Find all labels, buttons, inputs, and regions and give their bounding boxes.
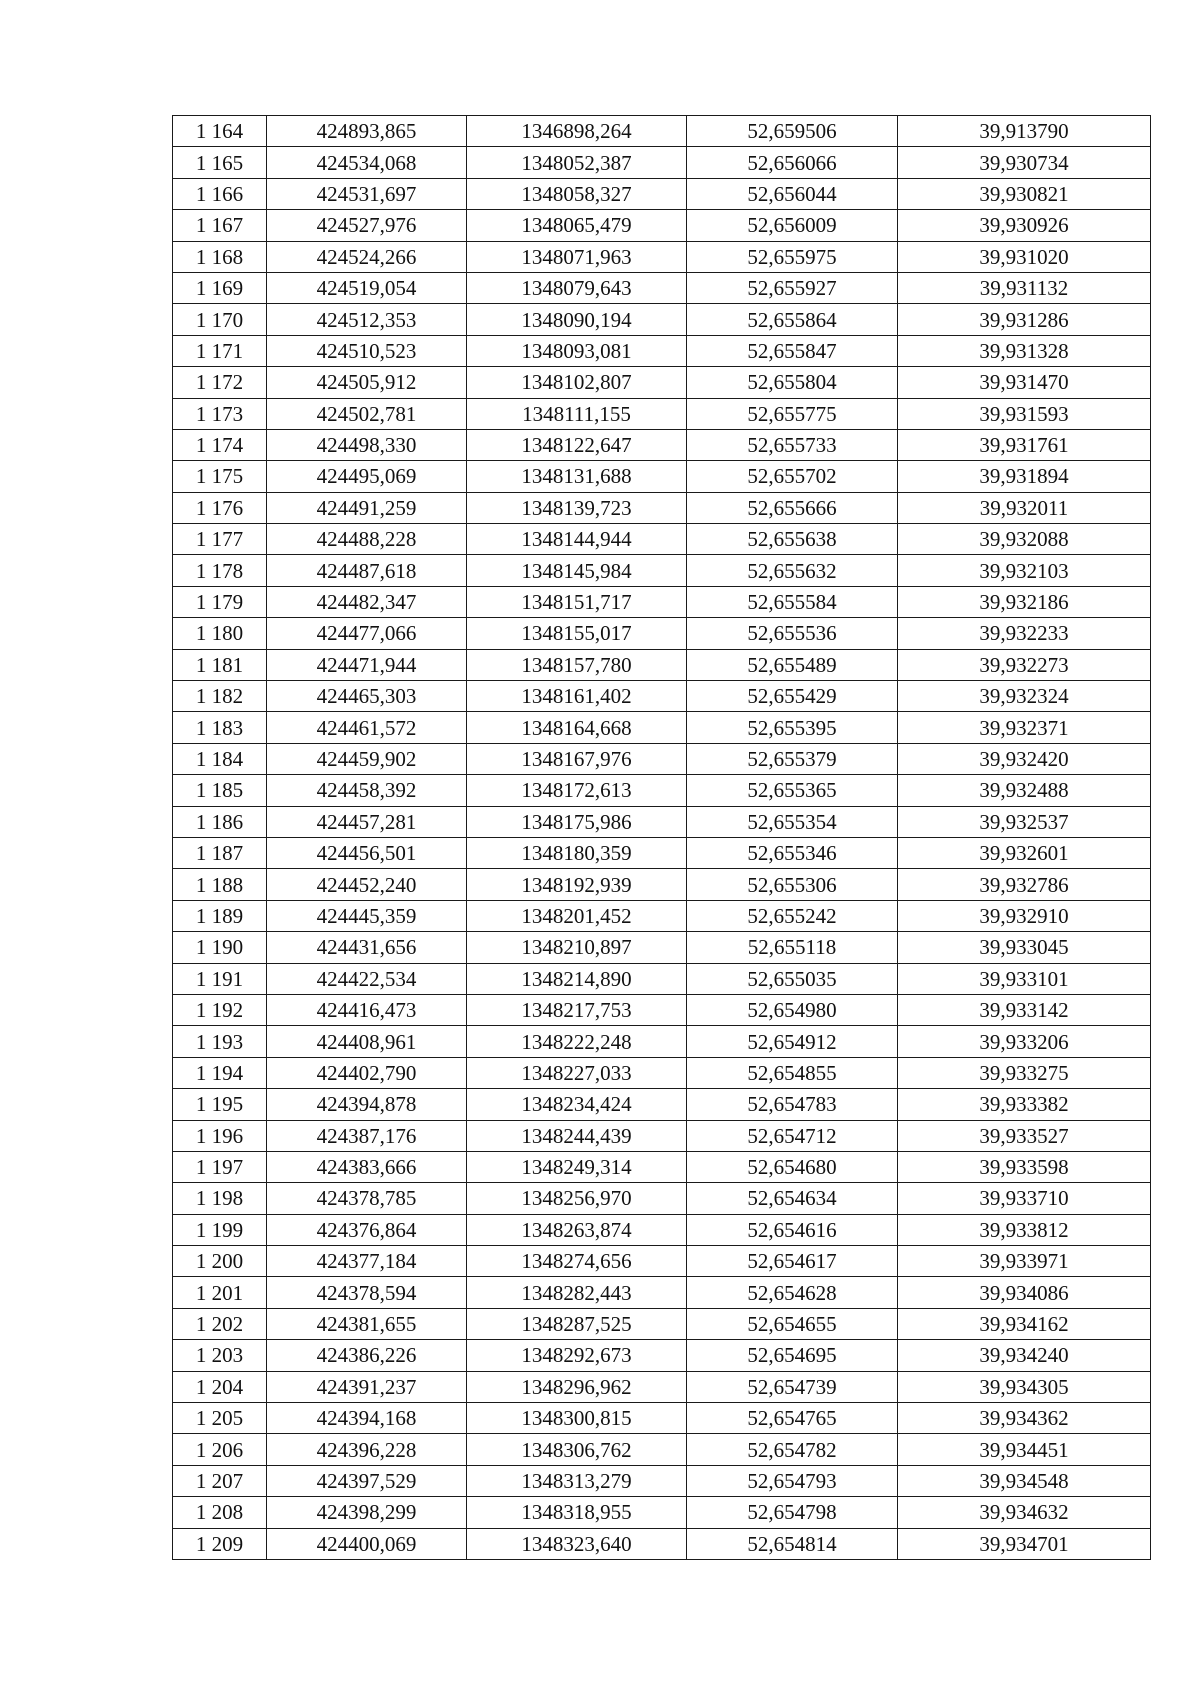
table-row — [173, 1434, 1151, 1465]
point-number-cell: 1 189 — [173, 900, 267, 931]
point-number-cell: 1 178 — [173, 555, 267, 586]
x-coordinate-cell: 424431,656 — [267, 932, 467, 963]
longitude-cell: 39,934240 — [898, 1340, 1151, 1371]
table-row — [173, 1246, 1151, 1277]
y-coordinate-cell: 1348274,656 — [467, 1246, 687, 1277]
y-coordinate-cell: 1348192,939 — [467, 869, 687, 900]
latitude-cell: 52,654617 — [687, 1246, 898, 1277]
longitude-cell: 39,933142 — [898, 994, 1151, 1025]
x-coordinate-cell: 424491,259 — [267, 492, 467, 523]
x-coordinate-cell: 424394,168 — [267, 1403, 467, 1434]
table-row — [173, 1026, 1151, 1057]
x-coordinate-cell: 424527,976 — [267, 210, 467, 241]
table-row — [173, 1528, 1151, 1559]
longitude-cell: 39,933206 — [898, 1026, 1151, 1057]
table-row — [173, 1214, 1151, 1245]
point-number-cell: 1 190 — [173, 932, 267, 963]
y-coordinate-cell: 1346898,264 — [467, 116, 687, 147]
table-row — [173, 1497, 1151, 1528]
table-row — [173, 304, 1151, 335]
latitude-cell: 52,654980 — [687, 994, 898, 1025]
longitude-cell: 39,934632 — [898, 1497, 1151, 1528]
point-number-cell: 1 194 — [173, 1057, 267, 1088]
y-coordinate-cell: 1348287,525 — [467, 1308, 687, 1339]
longitude-cell: 39,932088 — [898, 524, 1151, 555]
x-coordinate-cell: 424893,865 — [267, 116, 467, 147]
latitude-cell: 52,655346 — [687, 837, 898, 868]
latitude-cell: 52,655702 — [687, 461, 898, 492]
x-coordinate-cell: 424422,534 — [267, 963, 467, 994]
x-coordinate-cell: 424505,912 — [267, 367, 467, 398]
point-number-cell: 1 175 — [173, 461, 267, 492]
latitude-cell: 52,655489 — [687, 649, 898, 680]
longitude-cell: 39,934305 — [898, 1371, 1151, 1402]
table-row — [173, 1340, 1151, 1371]
longitude-cell: 39,932420 — [898, 743, 1151, 774]
x-coordinate-cell: 424377,184 — [267, 1246, 467, 1277]
table-row — [173, 1120, 1151, 1151]
point-number-cell: 1 181 — [173, 649, 267, 680]
longitude-cell: 39,931593 — [898, 398, 1151, 429]
point-number-cell: 1 196 — [173, 1120, 267, 1151]
longitude-cell: 39,931132 — [898, 272, 1151, 303]
table-row — [173, 994, 1151, 1025]
point-number-cell: 1 208 — [173, 1497, 267, 1528]
y-coordinate-cell: 1348222,248 — [467, 1026, 687, 1057]
latitude-cell: 52,654765 — [687, 1403, 898, 1434]
longitude-cell: 39,931470 — [898, 367, 1151, 398]
longitude-cell: 39,933275 — [898, 1057, 1151, 1088]
table-row — [173, 618, 1151, 649]
latitude-cell: 52,659506 — [687, 116, 898, 147]
table-row — [173, 900, 1151, 931]
table-row — [173, 681, 1151, 712]
x-coordinate-cell: 424459,902 — [267, 743, 467, 774]
longitude-cell: 39,934362 — [898, 1403, 1151, 1434]
y-coordinate-cell: 1348306,762 — [467, 1434, 687, 1465]
x-coordinate-cell: 424398,299 — [267, 1497, 467, 1528]
x-coordinate-cell: 424452,240 — [267, 869, 467, 900]
table-row — [173, 492, 1151, 523]
y-coordinate-cell: 1348151,717 — [467, 586, 687, 617]
y-coordinate-cell: 1348161,402 — [467, 681, 687, 712]
longitude-cell: 39,932910 — [898, 900, 1151, 931]
x-coordinate-cell: 424383,666 — [267, 1151, 467, 1182]
table-row — [173, 461, 1151, 492]
longitude-cell: 39,931328 — [898, 335, 1151, 366]
y-coordinate-cell: 1348079,643 — [467, 272, 687, 303]
x-coordinate-cell: 424495,069 — [267, 461, 467, 492]
longitude-cell: 39,930926 — [898, 210, 1151, 241]
point-number-cell: 1 203 — [173, 1340, 267, 1371]
x-coordinate-cell: 424378,594 — [267, 1277, 467, 1308]
table-row — [173, 398, 1151, 429]
coordinates-table-body — [173, 116, 1151, 1560]
table-row — [173, 335, 1151, 366]
x-coordinate-cell: 424510,523 — [267, 335, 467, 366]
x-coordinate-cell: 424461,572 — [267, 712, 467, 743]
x-coordinate-cell: 424482,347 — [267, 586, 467, 617]
x-coordinate-cell: 424400,069 — [267, 1528, 467, 1559]
longitude-cell: 39,933101 — [898, 963, 1151, 994]
latitude-cell: 52,655365 — [687, 775, 898, 806]
table-row — [173, 367, 1151, 398]
point-number-cell: 1 197 — [173, 1151, 267, 1182]
y-coordinate-cell: 1348071,963 — [467, 241, 687, 272]
table-row — [173, 1089, 1151, 1120]
point-number-cell: 1 170 — [173, 304, 267, 335]
x-coordinate-cell: 424512,353 — [267, 304, 467, 335]
table-row — [173, 775, 1151, 806]
x-coordinate-cell: 424488,228 — [267, 524, 467, 555]
longitude-cell: 39,933710 — [898, 1183, 1151, 1214]
point-number-cell: 1 188 — [173, 869, 267, 900]
latitude-cell: 52,655379 — [687, 743, 898, 774]
x-coordinate-cell: 424457,281 — [267, 806, 467, 837]
table-row — [173, 116, 1151, 147]
y-coordinate-cell: 1348164,668 — [467, 712, 687, 743]
longitude-cell: 39,934548 — [898, 1465, 1151, 1496]
latitude-cell: 52,654912 — [687, 1026, 898, 1057]
point-number-cell: 1 172 — [173, 367, 267, 398]
x-coordinate-cell: 424378,785 — [267, 1183, 467, 1214]
y-coordinate-cell: 1348256,970 — [467, 1183, 687, 1214]
x-coordinate-cell: 424456,501 — [267, 837, 467, 868]
x-coordinate-cell: 424524,266 — [267, 241, 467, 272]
table-row — [173, 1308, 1151, 1339]
longitude-cell: 39,913790 — [898, 116, 1151, 147]
point-number-cell: 1 182 — [173, 681, 267, 712]
y-coordinate-cell: 1348131,688 — [467, 461, 687, 492]
latitude-cell: 52,655429 — [687, 681, 898, 712]
y-coordinate-cell: 1348145,984 — [467, 555, 687, 586]
y-coordinate-cell: 1348201,452 — [467, 900, 687, 931]
x-coordinate-cell: 424376,864 — [267, 1214, 467, 1245]
table-row — [173, 241, 1151, 272]
table-row — [173, 963, 1151, 994]
table-row — [173, 210, 1151, 241]
longitude-cell: 39,931894 — [898, 461, 1151, 492]
x-coordinate-cell: 424397,529 — [267, 1465, 467, 1496]
latitude-cell: 52,655242 — [687, 900, 898, 931]
latitude-cell: 52,655847 — [687, 335, 898, 366]
point-number-cell: 1 176 — [173, 492, 267, 523]
latitude-cell: 52,654782 — [687, 1434, 898, 1465]
table-row — [173, 1183, 1151, 1214]
y-coordinate-cell: 1348227,033 — [467, 1057, 687, 1088]
table-row — [173, 837, 1151, 868]
latitude-cell: 52,655638 — [687, 524, 898, 555]
table-row — [173, 586, 1151, 617]
y-coordinate-cell: 1348144,944 — [467, 524, 687, 555]
point-number-cell: 1 192 — [173, 994, 267, 1025]
longitude-cell: 39,932103 — [898, 555, 1151, 586]
y-coordinate-cell: 1348111,155 — [467, 398, 687, 429]
table-row — [173, 555, 1151, 586]
point-number-cell: 1 193 — [173, 1026, 267, 1057]
latitude-cell: 52,654634 — [687, 1183, 898, 1214]
table-row — [173, 272, 1151, 303]
table-row — [173, 178, 1151, 209]
longitude-cell: 39,932601 — [898, 837, 1151, 868]
point-number-cell: 1 164 — [173, 116, 267, 147]
latitude-cell: 52,656066 — [687, 147, 898, 178]
y-coordinate-cell: 1348244,439 — [467, 1120, 687, 1151]
latitude-cell: 52,654628 — [687, 1277, 898, 1308]
latitude-cell: 52,654855 — [687, 1057, 898, 1088]
longitude-cell: 39,933382 — [898, 1089, 1151, 1120]
y-coordinate-cell: 1348155,017 — [467, 618, 687, 649]
longitude-cell: 39,932371 — [898, 712, 1151, 743]
latitude-cell: 52,655536 — [687, 618, 898, 649]
latitude-cell: 52,654814 — [687, 1528, 898, 1559]
y-coordinate-cell: 1348175,986 — [467, 806, 687, 837]
x-coordinate-cell: 424402,790 — [267, 1057, 467, 1088]
y-coordinate-cell: 1348292,673 — [467, 1340, 687, 1371]
y-coordinate-cell: 1348172,613 — [467, 775, 687, 806]
latitude-cell: 52,654616 — [687, 1214, 898, 1245]
x-coordinate-cell: 424531,697 — [267, 178, 467, 209]
longitude-cell: 39,933598 — [898, 1151, 1151, 1182]
point-number-cell: 1 168 — [173, 241, 267, 272]
table-row — [173, 1403, 1151, 1434]
x-coordinate-cell: 424477,066 — [267, 618, 467, 649]
point-number-cell: 1 205 — [173, 1403, 267, 1434]
y-coordinate-cell: 1348122,647 — [467, 429, 687, 460]
x-coordinate-cell: 424408,961 — [267, 1026, 467, 1057]
latitude-cell: 52,654739 — [687, 1371, 898, 1402]
longitude-cell: 39,933527 — [898, 1120, 1151, 1151]
y-coordinate-cell: 1348263,874 — [467, 1214, 687, 1245]
latitude-cell: 52,655864 — [687, 304, 898, 335]
y-coordinate-cell: 1348065,479 — [467, 210, 687, 241]
latitude-cell: 52,655118 — [687, 932, 898, 963]
longitude-cell: 39,931761 — [898, 429, 1151, 460]
latitude-cell: 52,654655 — [687, 1308, 898, 1339]
table-row — [173, 712, 1151, 743]
point-number-cell: 1 191 — [173, 963, 267, 994]
longitude-cell: 39,934162 — [898, 1308, 1151, 1339]
table-row — [173, 1277, 1151, 1308]
point-number-cell: 1 198 — [173, 1183, 267, 1214]
x-coordinate-cell: 424386,226 — [267, 1340, 467, 1371]
latitude-cell: 52,656009 — [687, 210, 898, 241]
point-number-cell: 1 177 — [173, 524, 267, 555]
y-coordinate-cell: 1348296,962 — [467, 1371, 687, 1402]
x-coordinate-cell: 424534,068 — [267, 147, 467, 178]
longitude-cell: 39,933812 — [898, 1214, 1151, 1245]
y-coordinate-cell: 1348217,753 — [467, 994, 687, 1025]
x-coordinate-cell: 424416,473 — [267, 994, 467, 1025]
y-coordinate-cell: 1348323,640 — [467, 1528, 687, 1559]
table-row — [173, 649, 1151, 680]
x-coordinate-cell: 424519,054 — [267, 272, 467, 303]
point-number-cell: 1 185 — [173, 775, 267, 806]
latitude-cell: 52,654793 — [687, 1465, 898, 1496]
point-number-cell: 1 179 — [173, 586, 267, 617]
x-coordinate-cell: 424487,618 — [267, 555, 467, 586]
coordinates-table — [172, 115, 1151, 1560]
point-number-cell: 1 195 — [173, 1089, 267, 1120]
longitude-cell: 39,932186 — [898, 586, 1151, 617]
point-number-cell: 1 201 — [173, 1277, 267, 1308]
point-number-cell: 1 187 — [173, 837, 267, 868]
table-row — [173, 147, 1151, 178]
point-number-cell: 1 207 — [173, 1465, 267, 1496]
point-number-cell: 1 169 — [173, 272, 267, 303]
x-coordinate-cell: 424387,176 — [267, 1120, 467, 1151]
y-coordinate-cell: 1348139,723 — [467, 492, 687, 523]
latitude-cell: 52,655306 — [687, 869, 898, 900]
longitude-cell: 39,934451 — [898, 1434, 1151, 1465]
table-row — [173, 869, 1151, 900]
x-coordinate-cell: 424391,237 — [267, 1371, 467, 1402]
point-number-cell: 1 167 — [173, 210, 267, 241]
table-row — [173, 806, 1151, 837]
longitude-cell: 39,932488 — [898, 775, 1151, 806]
longitude-cell: 39,930821 — [898, 178, 1151, 209]
x-coordinate-cell: 424381,655 — [267, 1308, 467, 1339]
y-coordinate-cell: 1348249,314 — [467, 1151, 687, 1182]
table-row — [173, 1151, 1151, 1182]
latitude-cell: 52,655666 — [687, 492, 898, 523]
point-number-cell: 1 166 — [173, 178, 267, 209]
latitude-cell: 52,655927 — [687, 272, 898, 303]
x-coordinate-cell: 424396,228 — [267, 1434, 467, 1465]
y-coordinate-cell: 1348090,194 — [467, 304, 687, 335]
y-coordinate-cell: 1348157,780 — [467, 649, 687, 680]
table-row — [173, 1057, 1151, 1088]
point-number-cell: 1 202 — [173, 1308, 267, 1339]
longitude-cell: 39,932011 — [898, 492, 1151, 523]
latitude-cell: 52,655775 — [687, 398, 898, 429]
latitude-cell: 52,654695 — [687, 1340, 898, 1371]
longitude-cell: 39,932537 — [898, 806, 1151, 837]
point-number-cell: 1 186 — [173, 806, 267, 837]
longitude-cell: 39,933045 — [898, 932, 1151, 963]
point-number-cell: 1 180 — [173, 618, 267, 649]
longitude-cell: 39,934086 — [898, 1277, 1151, 1308]
table-row — [173, 524, 1151, 555]
x-coordinate-cell: 424498,330 — [267, 429, 467, 460]
point-number-cell: 1 204 — [173, 1371, 267, 1402]
point-number-cell: 1 184 — [173, 743, 267, 774]
point-number-cell: 1 183 — [173, 712, 267, 743]
point-number-cell: 1 199 — [173, 1214, 267, 1245]
latitude-cell: 52,656044 — [687, 178, 898, 209]
point-number-cell: 1 171 — [173, 335, 267, 366]
table-row — [173, 743, 1151, 774]
y-coordinate-cell: 1348052,387 — [467, 147, 687, 178]
latitude-cell: 52,654798 — [687, 1497, 898, 1528]
x-coordinate-cell: 424465,303 — [267, 681, 467, 712]
y-coordinate-cell: 1348234,424 — [467, 1089, 687, 1120]
longitude-cell: 39,930734 — [898, 147, 1151, 178]
latitude-cell: 52,655733 — [687, 429, 898, 460]
point-number-cell: 1 200 — [173, 1246, 267, 1277]
point-number-cell: 1 173 — [173, 398, 267, 429]
longitude-cell: 39,932273 — [898, 649, 1151, 680]
longitude-cell: 39,931286 — [898, 304, 1151, 335]
y-coordinate-cell: 1348313,279 — [467, 1465, 687, 1496]
x-coordinate-cell: 424471,944 — [267, 649, 467, 680]
latitude-cell: 52,655035 — [687, 963, 898, 994]
latitude-cell: 52,655975 — [687, 241, 898, 272]
latitude-cell: 52,654783 — [687, 1089, 898, 1120]
x-coordinate-cell: 424394,878 — [267, 1089, 467, 1120]
latitude-cell: 52,655395 — [687, 712, 898, 743]
longitude-cell: 39,932233 — [898, 618, 1151, 649]
y-coordinate-cell: 1348180,359 — [467, 837, 687, 868]
point-number-cell: 1 209 — [173, 1528, 267, 1559]
longitude-cell: 39,932786 — [898, 869, 1151, 900]
y-coordinate-cell: 1348300,815 — [467, 1403, 687, 1434]
point-number-cell: 1 174 — [173, 429, 267, 460]
table-row — [173, 932, 1151, 963]
y-coordinate-cell: 1348214,890 — [467, 963, 687, 994]
longitude-cell: 39,931020 — [898, 241, 1151, 272]
x-coordinate-cell: 424502,781 — [267, 398, 467, 429]
x-coordinate-cell: 424458,392 — [267, 775, 467, 806]
latitude-cell: 52,654680 — [687, 1151, 898, 1182]
point-number-cell: 1 165 — [173, 147, 267, 178]
longitude-cell: 39,934701 — [898, 1528, 1151, 1559]
y-coordinate-cell: 1348102,807 — [467, 367, 687, 398]
y-coordinate-cell: 1348210,897 — [467, 932, 687, 963]
longitude-cell: 39,933971 — [898, 1246, 1151, 1277]
longitude-cell: 39,932324 — [898, 681, 1151, 712]
y-coordinate-cell: 1348058,327 — [467, 178, 687, 209]
latitude-cell: 52,655584 — [687, 586, 898, 617]
y-coordinate-cell: 1348318,955 — [467, 1497, 687, 1528]
latitude-cell: 52,655354 — [687, 806, 898, 837]
latitude-cell: 52,654712 — [687, 1120, 898, 1151]
y-coordinate-cell: 1348282,443 — [467, 1277, 687, 1308]
latitude-cell: 52,655632 — [687, 555, 898, 586]
y-coordinate-cell: 1348093,081 — [467, 335, 687, 366]
table-row — [173, 429, 1151, 460]
table-row — [173, 1371, 1151, 1402]
table-row — [173, 1465, 1151, 1496]
latitude-cell: 52,655804 — [687, 367, 898, 398]
x-coordinate-cell: 424445,359 — [267, 900, 467, 931]
point-number-cell: 1 206 — [173, 1434, 267, 1465]
y-coordinate-cell: 1348167,976 — [467, 743, 687, 774]
